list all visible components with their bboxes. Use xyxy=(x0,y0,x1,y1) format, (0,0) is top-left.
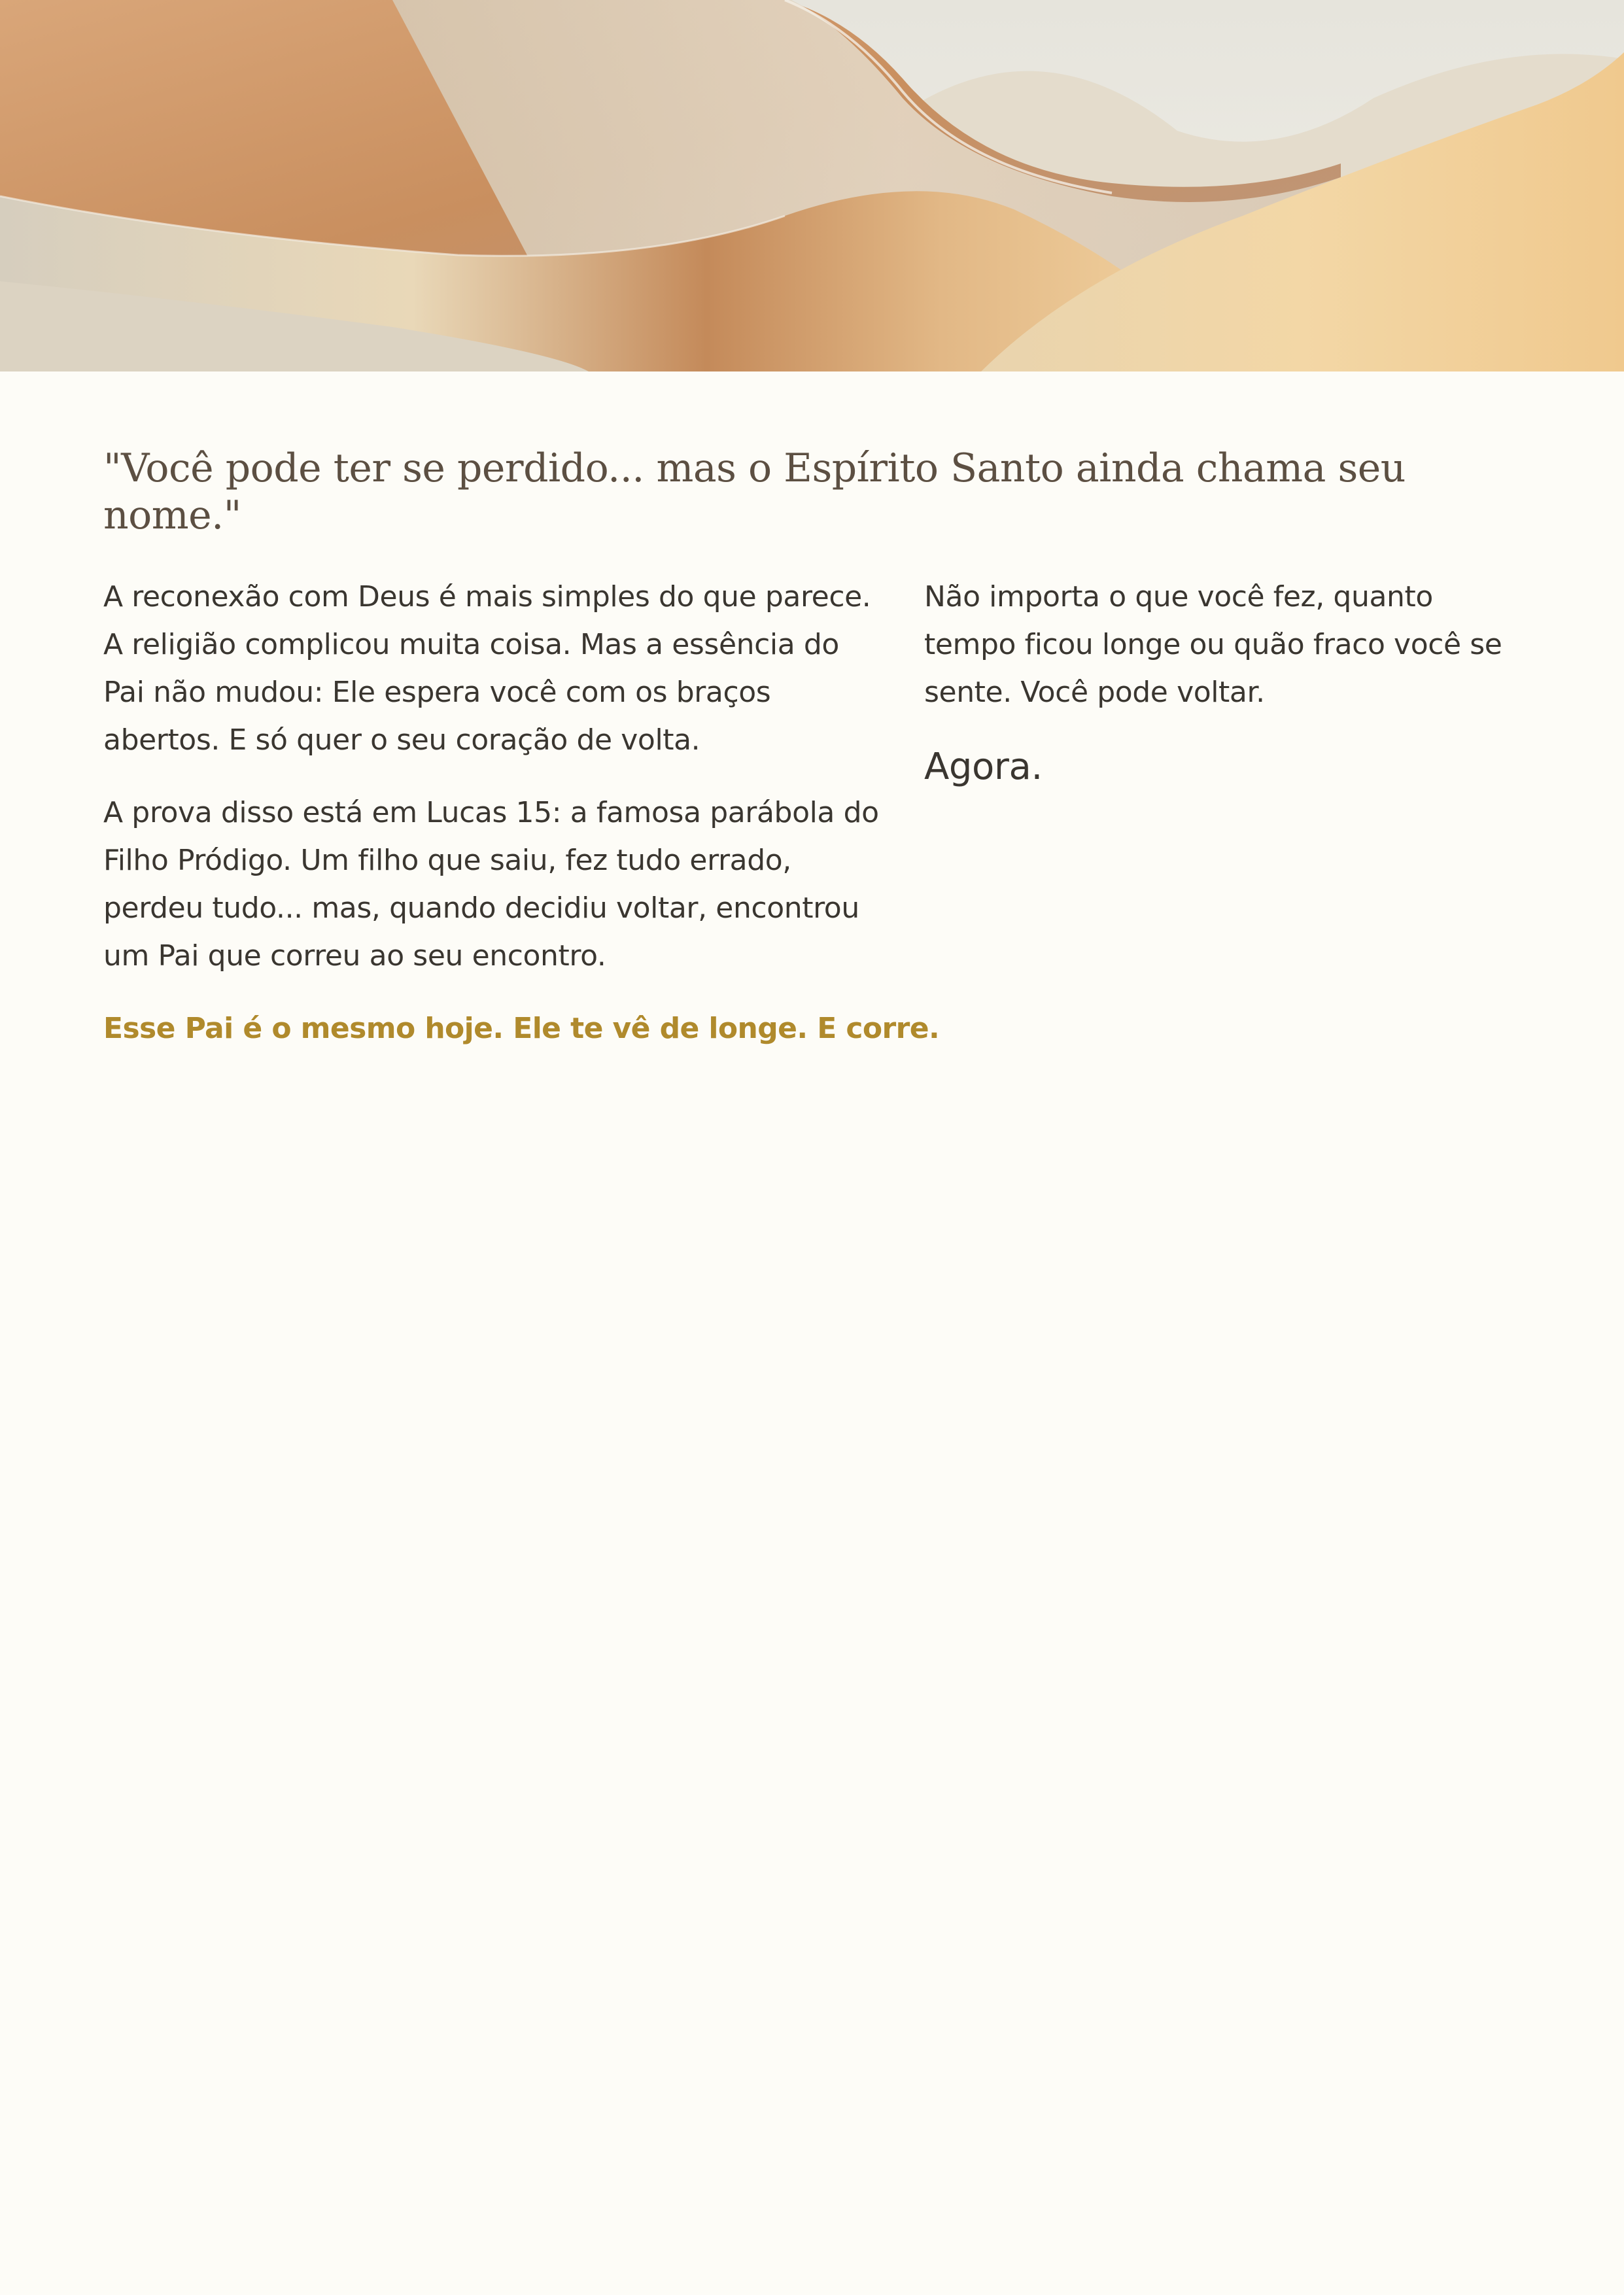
left-paragraph-1: A reconexão com Deus é mais simples do que parece. A religião complicou muita coisa. Mas a essência do Pai não mudou: Ele espera você com os braços abertos. E só quer o seu coração de volta. xyxy=(103,580,871,757)
page-quote: "Você pode ter se perdido... mas o Espírito Santo ainda chama seu nome." xyxy=(103,445,1406,538)
hero-banner xyxy=(0,0,1624,371)
left-paragraph-2: A prova disso está em Lucas 15: a famosa parábola do Filho Pródigo. Um filho que saiu, fez tudo errado, perdeu tudo... mas, quando decidiu voltar, encontrou um Pai que correu ao seu encontro. xyxy=(103,796,879,973)
right-column xyxy=(924,573,1532,818)
highlight-sentence: Esse Pai é o mesmo hoje. Ele te vê de longe. E corre. xyxy=(103,1012,940,1045)
desert-dunes-image xyxy=(0,0,1624,371)
left-column xyxy=(103,573,940,1077)
right-paragraph-1: Não importa o que você fez, quanto tempo ficou longe ou quão fraco você se sente. Você pode voltar. xyxy=(924,580,1502,709)
closing-word: Agora. xyxy=(924,746,1043,788)
